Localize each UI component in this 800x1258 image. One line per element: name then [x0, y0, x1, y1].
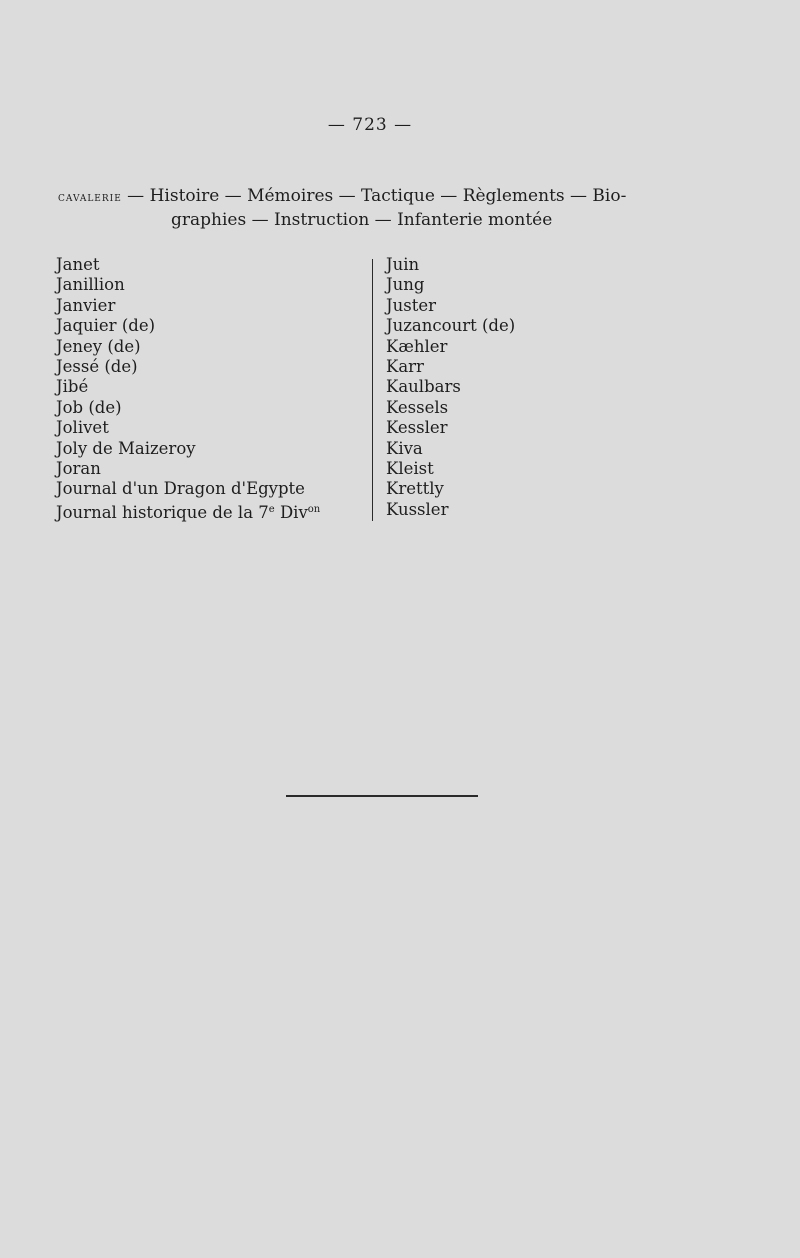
- list-item: Jolivet: [56, 418, 109, 438]
- heading-topics-1: — Histoire — Mémoires — Tactique — Règlements — Bio-: [121, 186, 627, 206]
- list-item: Kessels: [386, 397, 449, 417]
- list-item-div: Div: [274, 502, 308, 522]
- list-item: Joly de Maizeroy: [56, 438, 196, 458]
- heading-topics-2: graphies — Instruction — Infanterie montée: [171, 210, 553, 230]
- list-item: Janillion: [56, 275, 125, 295]
- heading-line-1: [58, 185, 708, 209]
- list-item: Juster: [386, 295, 436, 315]
- list-item: Jessé (de): [56, 356, 138, 376]
- list-item: Janet: [56, 255, 100, 274]
- list-item: Janvier: [56, 295, 116, 315]
- list-item: Kessler: [386, 418, 448, 438]
- superscript-e: e: [268, 503, 275, 515]
- list-item: Krettly: [386, 479, 444, 499]
- list-item: Kæhler: [386, 336, 448, 356]
- list-item: Joran: [56, 458, 101, 478]
- section-heading: [58, 185, 708, 232]
- left-column: [56, 255, 366, 520]
- page-number: — 723 —: [327, 115, 413, 135]
- heading-category: cavalerie: [58, 190, 122, 205]
- superscript-on: on: [307, 503, 321, 515]
- list-item: Juin: [386, 255, 420, 274]
- list-item: Kiva: [386, 438, 423, 458]
- right-column: [386, 255, 606, 520]
- list-item: Juzancourt (de): [386, 316, 516, 336]
- list-item: Jibé: [56, 377, 89, 397]
- list-item: Karr: [386, 356, 424, 376]
- list-item: Kleist: [386, 458, 434, 478]
- list-item: Kaulbars: [386, 377, 461, 397]
- list-item: Kussler: [386, 499, 449, 519]
- list-item: Jeney (de): [56, 336, 141, 356]
- list-item-last: [56, 500, 366, 520]
- column-divider: [372, 259, 373, 521]
- list-item: Journal d'un Dragon d'Egypte: [56, 479, 305, 499]
- section-end-rule: [286, 795, 478, 797]
- list-item: Jung: [386, 275, 425, 295]
- list-item-text: Journal historique de la 7: [56, 502, 269, 522]
- list-item: Job (de): [56, 397, 122, 417]
- list-item: Jaquier (de): [56, 316, 156, 336]
